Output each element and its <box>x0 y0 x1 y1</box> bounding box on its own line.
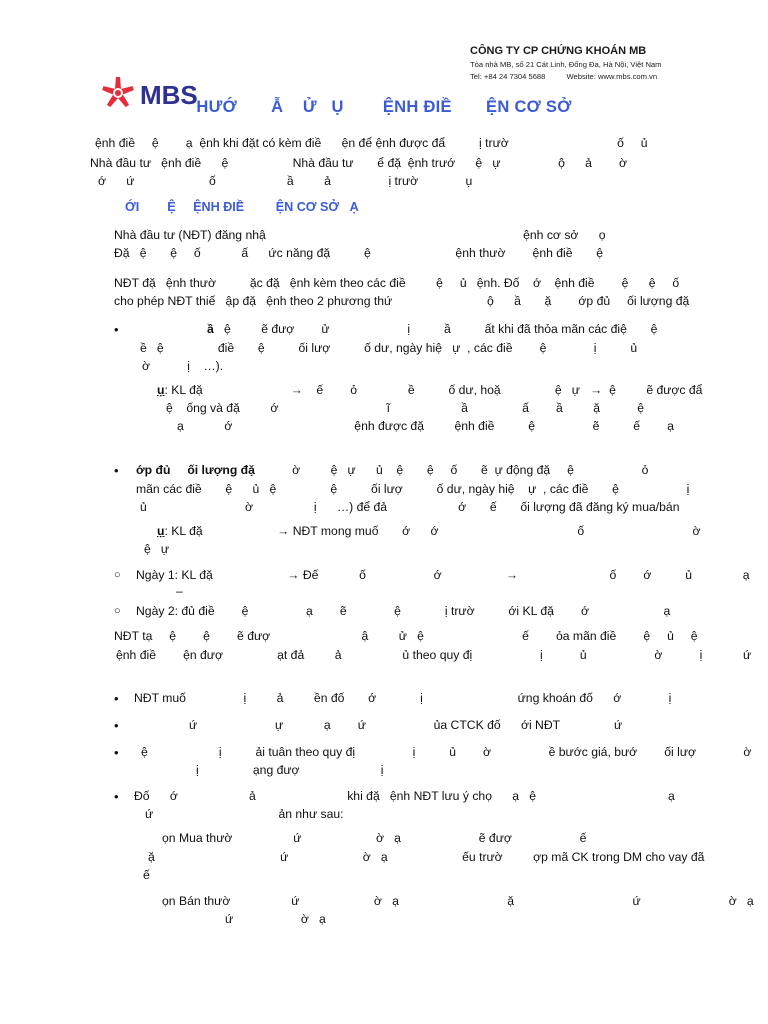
day-1-marker: ○ <box>114 569 121 581</box>
bullet-2-bold: ớp đủ ối lượng đặ <box>136 463 255 477</box>
bullet-1-line-3: ờ ị …). <box>142 359 224 373</box>
bullet-1-text: ệ ẽ đượ ử ị ầ ất khi đã thỏa mãn các điệ ệ <box>223 322 658 336</box>
bullet-1-bold: ầ <box>207 322 214 336</box>
bullet-2-marker: • <box>114 463 119 478</box>
para1-line-1: Nhà đầu tư (NĐT) đăng nhậ ệnh cơ sở ọ <box>114 228 606 242</box>
bullet-2-line-3: ủ ờ ị …) để đả ớ ế ối lượng đã đăng ký mua/bán <box>140 500 680 514</box>
note-2: ứ ự ạ ứ ủa CTCK đố ới NĐT ứ <box>189 718 623 732</box>
note-2-marker: • <box>114 718 119 733</box>
intro-line-1: ệnh điề ệ ạ ệnh khi đặt có kèm điề ện để ệnh được đẩ ị trườ ố ủ <box>95 136 648 150</box>
mua-line-2: ặ ứ ờ ạ ếu trườ ợp mã CK trong DM cho vay đã <box>148 850 705 864</box>
example-1-line-2: ệ ống và đặ ớ ĩ ầ ấ ầ ặ ệ <box>166 401 645 415</box>
company-website: Website: www.mbs.com.vn <box>566 72 658 81</box>
note-3-line-2: ị ạng đượ ị <box>196 763 384 777</box>
company-address: Tòa nhà MB, số 21 Cát Linh, Đống Đa, Hà Nội, Việt Nam <box>470 60 662 69</box>
example-1-line-1 <box>157 383 702 397</box>
day-2-marker: ○ <box>114 605 121 617</box>
bullet-2-line-1 <box>136 463 648 477</box>
ban-line-2: ứ ờ ạ <box>225 912 326 926</box>
para2-line-2: cho phép NĐT thiế ập đặ ệnh theo 2 phương thứ ộ ầ ặ ớp đủ ối lượng đặ <box>114 294 690 308</box>
example-2-label: ụ <box>157 524 165 538</box>
note-4-line-2: ứ ản như sau: <box>145 807 344 821</box>
para3-line-2: ệnh điề ện đượ ạt đả ả ủ theo quy đị ị ủ ờ ị ứ <box>116 648 752 662</box>
example-1-line-3: ạ ớ ệnh được đặ ệnh điề ệ ẽ ế ạ <box>177 419 674 433</box>
note-4-line-1: Đố ớ ả khi đặ ệnh NĐT lưu ý chọ ạ ệ ạ <box>134 789 675 803</box>
intro-line-3: ớ ứ ố ầ ả ị trườ ụ <box>98 174 473 188</box>
para2-line-1: NĐT đặ ệnh thườ ặc đặ ệnh kèm theo các điề ệ ủ ệnh. Đố ớ ệnh điề ệ ệ ố <box>114 276 680 290</box>
example-2-line-2: ệ ự <box>144 542 170 556</box>
mua-line-3: ế <box>143 868 150 882</box>
note-4-marker: • <box>114 789 119 804</box>
company-name: CÔNG TY CP CHỨNG KHOÁN MB <box>470 45 647 57</box>
intro-line-2: Nhà đầu tư ệnh điề ệ Nhà đầu tư ể đặ ệnh trướ ệ ự ộ ả ờ <box>90 156 628 170</box>
day-2-line: Ngày 2: đủ điề ệ ạ ẽ ệ ị trườ ới KL đặ ớ ạ <box>136 604 671 618</box>
day-1-line-2: – <box>176 584 183 598</box>
company-contact <box>470 72 657 81</box>
mua-line-1: ọn Mua thườ ứ ờ ạ ẽ đượ ế <box>162 831 587 845</box>
note-1-marker: • <box>114 691 119 706</box>
bullet-2-text: ờ ệ ự ủ ệ ệ ố ẽ ự động đặ ệ ỏ <box>292 463 649 477</box>
example-2-text: : KL đặ → NĐT mong muố ớ ớ ố ờ <box>164 524 701 538</box>
note-3-marker: • <box>114 745 119 760</box>
bullet-2-line-2: mãn các điề ệ ủ ệ ệ ối lượ ố dư, ngày hiệ ự , các điề ệ ị <box>136 482 690 496</box>
bullet-1-marker: • <box>114 322 119 337</box>
ban-line-1: ọn Bán thườ ứ ờ ạ ặ ứ ờ ạ <box>162 894 754 908</box>
logo-text: MBS <box>140 80 198 110</box>
example-1-label: ụ <box>157 383 165 397</box>
mbs-logo <box>100 44 210 110</box>
note-1: NĐT muố ị ả ền đố ớ ị ứng khoán đố ớ ị <box>134 691 672 705</box>
example-2-line-1 <box>157 524 700 538</box>
example-1-text: : KL đặ → ế ỏ ề ố dư, hoặ ệ ự → ệ ẽ được đẩ <box>164 383 703 397</box>
company-tel: Tel: +84 24 7304 5688 <box>470 72 546 81</box>
para3-line-1: NĐT tạ ệ ệ ẽ đượ ậ ử ệ ế ỏa mãn điề ệ ủ ệ <box>114 629 698 643</box>
bullet-1-line-2: ề ệ điề ệ ối lượ ố dư, ngày hiệ ự , các điề ệ ị ủ <box>140 341 638 355</box>
day-1-line-1: Ngày 1: KL đặ → Đế ố ớ → ố ớ ủ ạ <box>136 568 750 582</box>
note-3-line-1: ệ ị ải tuân theo quy đị ị ủ ờ ề bước giá, bướ ối lượ ờ <box>141 745 752 759</box>
section-heading: ỚI Ệ ỆNH ĐIỀ ỆN CƠ SỞ Ạ <box>125 200 359 214</box>
document-title: HƯỚ Ẫ Ử Ụ ỆNH ĐIỀ ỆN CƠ SỞ <box>196 98 572 116</box>
para1-line-2: Đặ ệ ệ ố ấ ức năng đặ ệ ệnh thườ ệnh điề ệ <box>114 246 604 260</box>
bullet-1-line-1 <box>207 322 657 336</box>
